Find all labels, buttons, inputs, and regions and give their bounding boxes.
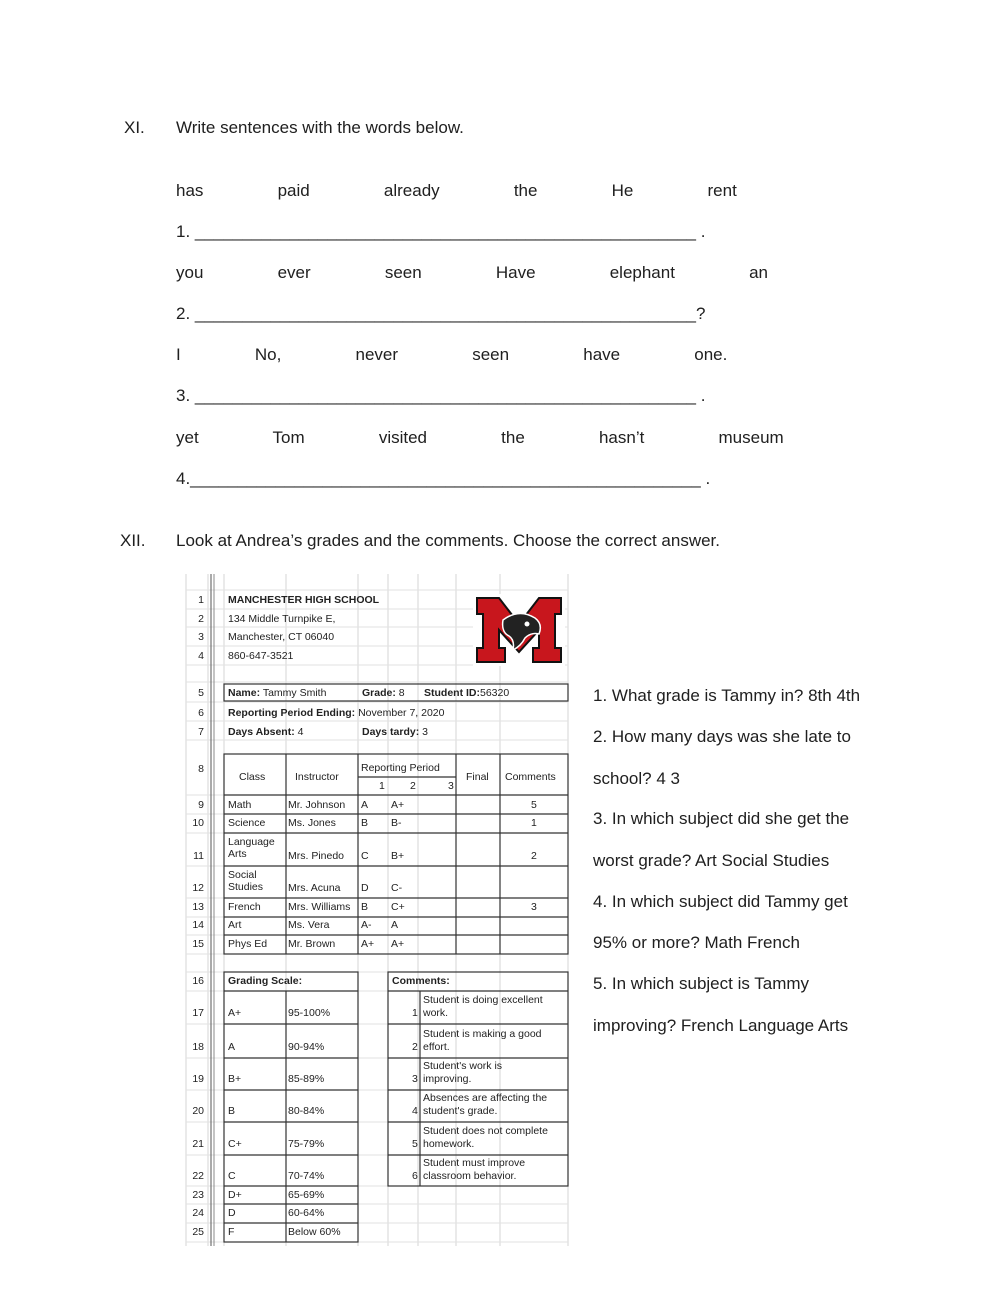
comment-text-line-2: effort. xyxy=(423,1041,450,1053)
scale-range: 75-79% xyxy=(288,1138,325,1150)
grade-period-1: C xyxy=(361,850,369,862)
header-comments: Comments xyxy=(505,771,556,783)
scale-grade: D+ xyxy=(228,1189,242,1201)
student-name: Name: Tammy Smith xyxy=(228,687,327,699)
question-1: 1. What grade is Tammy in? 8th 4th xyxy=(593,686,861,705)
row-number: 15 xyxy=(192,938,204,950)
comment-text-line-2: student's grade. xyxy=(423,1105,498,1117)
grade-period-1: D xyxy=(361,882,369,894)
grade-class: French xyxy=(228,901,261,913)
scale-range: 80-84% xyxy=(288,1105,325,1117)
row-number: 4 xyxy=(198,650,204,662)
scale-grade: C+ xyxy=(228,1138,242,1150)
row-number: 23 xyxy=(192,1189,204,1201)
row-number: 1 xyxy=(198,594,204,606)
comment-text-line-1: Student does not complete xyxy=(423,1125,548,1137)
scale-range: Below 60% xyxy=(288,1226,341,1238)
scale-range: 85-89% xyxy=(288,1073,325,1085)
comment-number: 6 xyxy=(412,1170,418,1182)
header-class: Class xyxy=(239,771,266,783)
grade-instructor: Mrs. Williams xyxy=(288,901,351,913)
answer-line-2: 2. _____________________________________________________? xyxy=(176,304,706,323)
grade-comment: 5 xyxy=(531,799,537,811)
comment-text-line-1: Student must improve xyxy=(423,1157,526,1169)
grade-class: Art xyxy=(228,919,242,931)
question-4-line-1: 4. In which subject did Tammy get xyxy=(593,892,848,911)
grade-period-2: A xyxy=(391,919,399,931)
grade-instructor: Mrs. Acuna xyxy=(288,882,341,894)
row-number: 6 xyxy=(198,707,204,719)
school-name: MANCHESTER HIGH SCHOOL xyxy=(228,594,380,606)
header-period-2: 2 xyxy=(410,780,416,792)
grade-instructor: Mr. Brown xyxy=(288,938,336,950)
grade-comment: 3 xyxy=(531,901,537,913)
header-reporting-period: Reporting Period xyxy=(361,762,440,774)
section-11-number: XI. xyxy=(124,118,145,137)
question-2-line-2: school? 4 3 xyxy=(593,769,680,788)
grade-class: Language Arts xyxy=(228,836,275,860)
row-number: 2 xyxy=(198,613,204,625)
grade-period-2: B+ xyxy=(391,850,405,862)
section-12-title: Look at Andrea’s grades and the comments. Choose the correct answer. xyxy=(176,531,720,550)
grade-class: Math xyxy=(228,799,252,811)
row-number: 13 xyxy=(192,901,204,913)
answer-line-1: 1. _____________________________________________________ . xyxy=(176,222,706,241)
grade-period-1: A+ xyxy=(361,938,375,950)
days-tardy: Days tardy: 3 xyxy=(362,726,428,738)
grade-period-1: A- xyxy=(361,919,372,931)
grade-period-2: C+ xyxy=(391,901,405,913)
grade-period-2: C- xyxy=(391,882,403,894)
question-5-line-1: 5. In which subject is Tammy xyxy=(593,974,810,993)
row-number: 9 xyxy=(198,799,204,811)
scale-range: 90-94% xyxy=(288,1041,325,1053)
word-bank-3: I No, never seen have one. xyxy=(176,345,728,364)
row-number: 16 xyxy=(192,975,204,987)
comment-text-line-1: Absences are affecting the xyxy=(423,1092,548,1104)
grade-comment: 1 xyxy=(531,817,537,829)
row-number: 14 xyxy=(192,919,204,931)
row-number: 10 xyxy=(192,817,204,829)
header-period-3: 3 xyxy=(448,780,454,792)
scale-range: 65-69% xyxy=(288,1189,325,1201)
scale-range: 95-100% xyxy=(288,1007,331,1019)
scale-range: 60-64% xyxy=(288,1207,325,1219)
question-3-line-1: 3. In which subject did she get the xyxy=(593,809,850,828)
grade-period-2: A+ xyxy=(391,938,405,950)
row-number: 25 xyxy=(192,1226,204,1238)
school-logo xyxy=(473,594,565,666)
comment-text-line-2: work. xyxy=(423,1007,449,1019)
section-12-number: XII. xyxy=(120,531,146,550)
row-number: 5 xyxy=(198,687,204,699)
scale-grade: A xyxy=(228,1041,236,1053)
comments-title: Comments: xyxy=(392,975,450,987)
comment-number: 1 xyxy=(412,1007,418,1019)
grade-instructor: Ms. Jones xyxy=(288,817,336,829)
grade-period-1: B xyxy=(361,901,369,913)
school-address-2: Manchester, CT 06040 xyxy=(228,631,335,643)
grade-class: Social Studies xyxy=(228,869,264,893)
row-number: 11 xyxy=(193,850,204,862)
scale-grade: F xyxy=(228,1226,235,1238)
header-period-1: 1 xyxy=(379,780,385,792)
answer-line-4: 4.______________________________________________________ . xyxy=(176,469,711,488)
report-card-spreadsheet xyxy=(178,574,578,1246)
comment-text-line-1: Student's work is xyxy=(423,1060,503,1072)
row-number: 20 xyxy=(192,1105,204,1117)
school-phone: 860-647-3521 xyxy=(228,650,294,662)
header-instructor: Instructor xyxy=(295,771,339,783)
comment-text-line-1: Student is doing excellent xyxy=(423,994,543,1006)
grade-instructor: Ms. Vera xyxy=(288,919,330,931)
question-2-line-1: 2. How many days was she late to xyxy=(593,727,851,746)
row-number: 21 xyxy=(192,1138,204,1150)
word-bank-4: yet Tom visited the hasn’t museum xyxy=(176,428,784,447)
grade-period-2: A+ xyxy=(391,799,405,811)
comment-text-line-2: homework. xyxy=(423,1138,475,1150)
header-final: Final xyxy=(466,771,489,783)
row-number: 22 xyxy=(192,1170,204,1182)
question-5-line-2: improving? French Language Arts xyxy=(593,1016,849,1035)
row-number: 8 xyxy=(198,763,204,775)
scale-grade: B xyxy=(228,1105,236,1117)
row-number: 7 xyxy=(198,726,204,738)
grading-scale-title: Grading Scale: xyxy=(228,975,303,987)
grade-class: Science xyxy=(228,817,266,829)
days-absent: Days Absent: 4 xyxy=(228,726,304,738)
row-number: 12 xyxy=(192,882,204,894)
scale-grade: A+ xyxy=(228,1007,242,1019)
grade-period-2: B- xyxy=(391,817,402,829)
section-11-title: Write sentences with the words below. xyxy=(176,118,464,137)
row-number: 24 xyxy=(192,1207,204,1219)
grade-period-1: B xyxy=(361,817,369,829)
scale-range: 70-74% xyxy=(288,1170,325,1182)
comment-number: 5 xyxy=(412,1138,418,1150)
row-number: 18 xyxy=(192,1041,204,1053)
comment-text-line-2: classroom behavior. xyxy=(423,1170,517,1182)
student-grade: Grade: 8 xyxy=(362,687,405,699)
comment-number: 2 xyxy=(412,1041,418,1053)
grade-instructor: Mrs. Pinedo xyxy=(288,850,345,862)
row-number: 17 xyxy=(192,1007,204,1019)
grade-instructor: Mr. Johnson xyxy=(288,799,346,811)
comment-number: 4 xyxy=(412,1105,418,1117)
grade-comment: 2 xyxy=(531,850,537,862)
question-4-line-2: 95% or more? Math French xyxy=(593,933,800,952)
student-id: Student ID:56320 xyxy=(424,687,510,699)
comment-text-line-1: Student is making a good xyxy=(423,1028,542,1040)
comment-number: 3 xyxy=(412,1073,418,1085)
word-bank-2: you ever seen Have elephant an xyxy=(176,263,769,282)
row-number: 19 xyxy=(192,1073,204,1085)
comment-text-line-2: improving. xyxy=(423,1073,472,1085)
scale-grade: D xyxy=(228,1207,236,1219)
word-bank-1: has paid already the He rent xyxy=(176,181,737,200)
question-3-line-2: worst grade? Art Social Studies xyxy=(593,851,830,870)
scale-grade: C xyxy=(228,1170,236,1182)
scale-grade: B+ xyxy=(228,1073,242,1085)
reporting-period: Reporting Period Ending: November 7, 2020 xyxy=(228,707,445,719)
grade-class: Phys Ed xyxy=(228,938,268,950)
grade-period-1: A xyxy=(361,799,369,811)
row-number: 3 xyxy=(198,631,204,643)
school-address-1: 134 Middle Turnpike E, xyxy=(228,613,336,625)
answer-line-3: 3. _____________________________________________________ . xyxy=(176,386,706,405)
